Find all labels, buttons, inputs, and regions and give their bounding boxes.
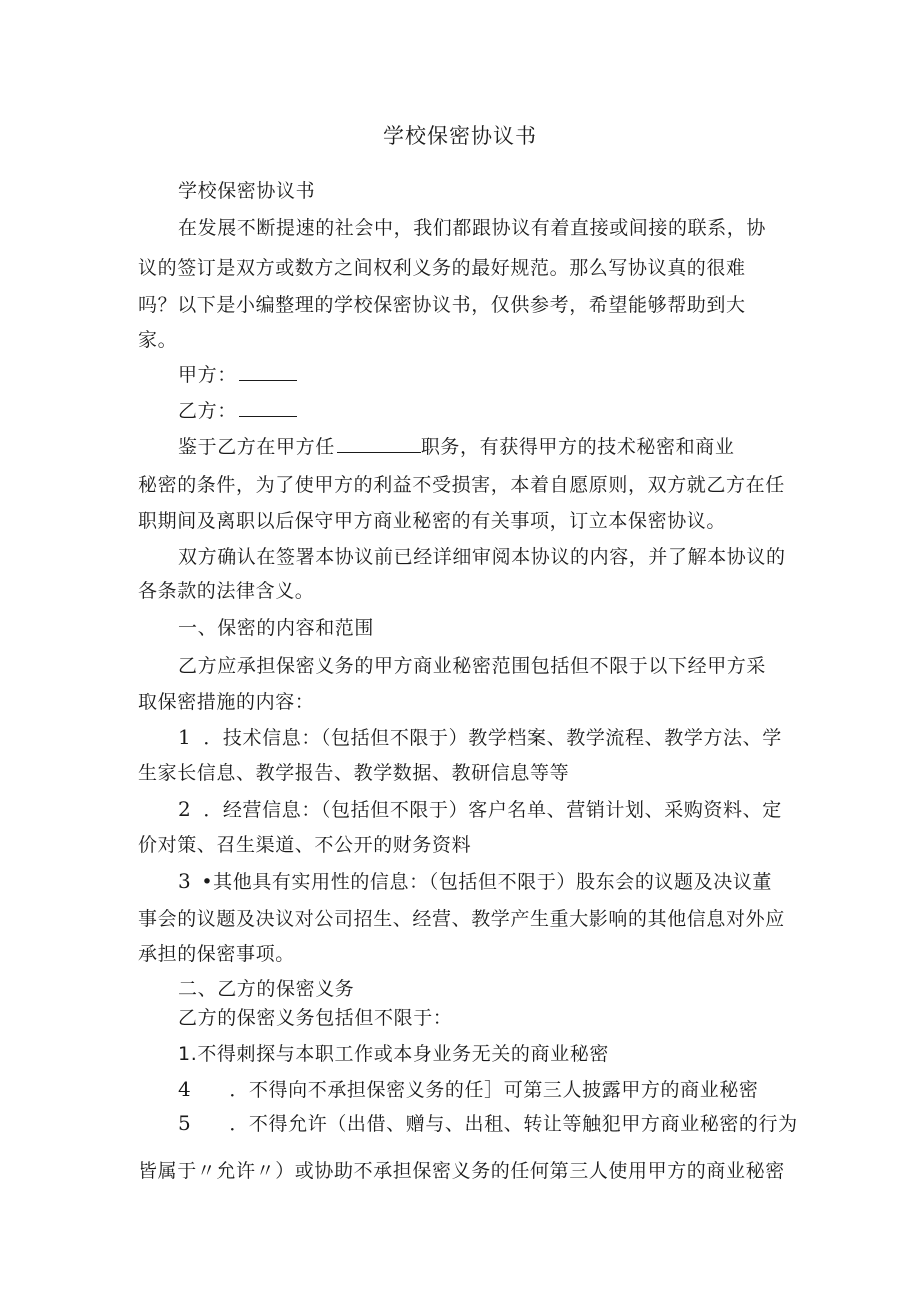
section-heading: 二、乙方的保密义务 bbox=[178, 978, 355, 1000]
paragraph-line: 取保密措施的内容： bbox=[138, 691, 315, 713]
list-number: 4 bbox=[178, 1077, 192, 1101]
paragraph-line: 吗？以下是小编整理的学校保密协议书，仅供参考，希望能够帮助到大 bbox=[138, 294, 746, 316]
list-item bbox=[178, 1110, 798, 1137]
position-prefix: 鉴于乙方在甲方任 bbox=[178, 436, 335, 458]
list-text: ．技术信息：（包括但不限于）教学档案、教学流程、教学方法、学 bbox=[203, 727, 782, 749]
paragraph-line: 职期间及离职以后保守甲方商业秘密的有关事项，订立本保密协议。 bbox=[138, 510, 727, 532]
party-a-blank bbox=[239, 362, 297, 381]
list-text: ．不得允许（出借、赠与、出租、转让等触犯甲方商业秘密的行为 bbox=[229, 1113, 798, 1135]
position-blank bbox=[337, 434, 421, 453]
party-b-label: 乙方： bbox=[178, 400, 237, 422]
paragraph-line: 承担的保密事项。 bbox=[138, 943, 295, 965]
party-a-line bbox=[178, 362, 297, 388]
paragraph-line: 生家长信息、教学报告、教学数据、教研信息等等 bbox=[138, 762, 570, 784]
paragraph-line: 乙方的保密义务包括但不限于： bbox=[178, 1007, 453, 1029]
paragraph-line: 皆属于〃允许〃）或协助不承担保密义务的任何第三人使用甲方的商业秘密 bbox=[138, 1160, 785, 1182]
list-item bbox=[178, 1076, 759, 1103]
party-b-blank bbox=[239, 398, 297, 417]
paragraph-line: 家。 bbox=[138, 329, 178, 351]
document-subtitle: 学校保密协议书 bbox=[178, 180, 316, 202]
list-number: 2 bbox=[178, 797, 192, 821]
paragraph-line bbox=[178, 434, 734, 460]
paragraph-line: 在发展不断提速的社会中，我们都跟协议有着直接或间接的联系，协 bbox=[178, 217, 767, 239]
position-suffix: 职务，有获得甲方的技术秘密和商业 bbox=[420, 436, 735, 458]
list-text: ．经营信息：（包括但不限于）客户名单、营销计划、采购资料、定 bbox=[203, 799, 782, 821]
paragraph-line: 秘密的条件，为了使甲方的利益不受损害，本着自愿原则，双方就乙方在任 bbox=[138, 474, 785, 496]
list-text: ．不得向不承担保密义务的任］可第三人披露甲方的商业秘密 bbox=[229, 1079, 759, 1101]
paragraph-line: 双方确认在签署本协议前已经详细审阅本协议的内容，并了解本协议的 bbox=[178, 546, 786, 568]
paragraph-line: 价对策、召生渠道、不公开的财务资料 bbox=[138, 834, 472, 856]
party-b-line bbox=[178, 398, 297, 424]
paragraph-line: 议的签订是双方或数方之间权利义务的最好规范。那么写协议真的很难 bbox=[138, 257, 746, 279]
document-title: 学校保密协议书 bbox=[383, 124, 537, 148]
list-number: 5 bbox=[178, 1111, 192, 1135]
list-text: •其他具有实用性的信息：（包括但不限于）股东会的议题及决议董 bbox=[201, 871, 773, 893]
list-item bbox=[178, 724, 782, 751]
list-number: 1 bbox=[178, 725, 192, 749]
paragraph-line: 事会的议题及决议对公司招生、经营、教学产生重大影响的其他信息对外应 bbox=[138, 908, 785, 930]
list-item: 1.不得刺探与本职工作或本身业务无关的商业秘密 bbox=[178, 1043, 609, 1065]
paragraph-line: 乙方应承担保密义务的甲方商业秘密范围包括但不限于以下经甲方采 bbox=[178, 655, 767, 677]
list-number: 3 bbox=[178, 869, 192, 893]
paragraph-line: 各条款的法律含义。 bbox=[138, 580, 315, 602]
party-a-label: 甲方： bbox=[178, 364, 237, 386]
section-heading: 一、保密的内容和范围 bbox=[178, 617, 375, 639]
list-item bbox=[178, 796, 782, 823]
list-item bbox=[178, 868, 772, 895]
